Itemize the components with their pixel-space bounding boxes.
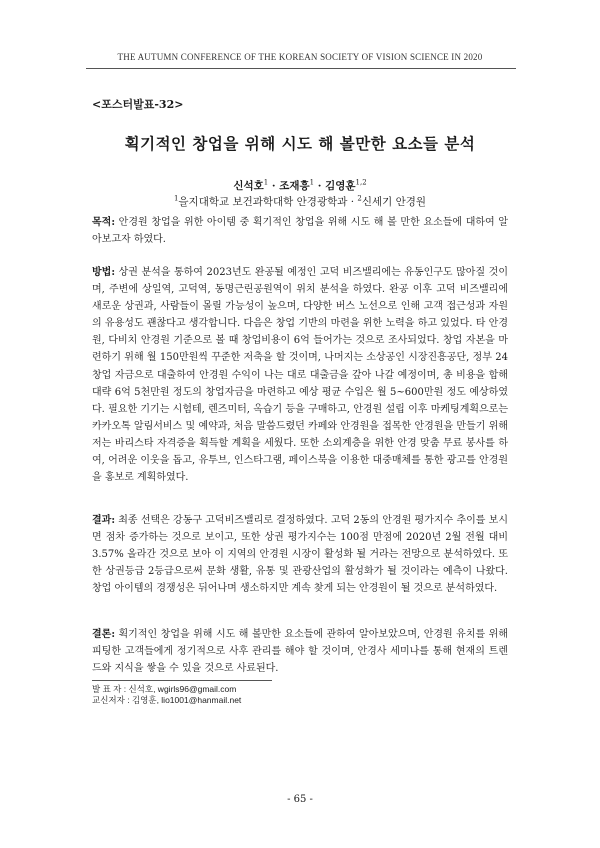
author-list: [0, 178, 600, 193]
footnote-rule: [92, 680, 272, 681]
section-label: 방법:: [92, 267, 116, 278]
footnote-label: 교신저자 :: [92, 695, 130, 705]
running-head: THE AUTUMN CONFERENCE OF THE KOREAN SOCIETY OF VISION SCIENCE IN 2020: [117, 52, 483, 62]
author-name: 조재흥: [279, 180, 310, 192]
author-separator: ·: [268, 180, 280, 192]
author-separator: ·: [314, 180, 326, 192]
section-label: 결과:: [92, 515, 116, 526]
session-label: <포스터발표-32>: [92, 98, 184, 111]
affiliation-mark: 1: [173, 194, 179, 203]
section-text: 안경원 창업을 위한 아이템 중 획기적인 창업을 위해 시도 해 볼 만한 요소들에 대하여 알아보고자 하였다.: [92, 217, 508, 246]
section-text: 획기적인 창업을 위해 시도 해 볼만한 요소들에 관하여 알아보았으며, 안경원 유치를 위해 피팅한 고객들에게 정기적으로 사후 관리를 해야 할 것이며, 안경사 세미나를 통해 현재의 트렌드와 지식을 쌓을 수 있을 것으로 사료된다.: [92, 629, 508, 675]
section-conclusion: [92, 626, 508, 677]
affiliation: 신세기 안경원: [361, 196, 427, 208]
affiliation-mark: 2: [357, 194, 362, 203]
footnote-label: 발 표 자 :: [92, 684, 127, 694]
footnote-text: 신석호, wgirls96@gmail.com: [126, 684, 237, 694]
footnote-text: 김영훈, lio1001@hanmail.net: [129, 695, 242, 705]
paper-title: 획기적인 창업을 위해 시도 해 볼만한 요소들 분석: [124, 134, 476, 153]
author-affiliation-mark: 1,2: [355, 178, 367, 187]
section-label: 결론:: [92, 629, 116, 640]
author-name: 신석호: [233, 180, 264, 192]
footnote-corresponding: [92, 695, 241, 706]
section-label: 목적:: [92, 217, 116, 228]
page-number: - 65 -: [287, 794, 313, 805]
header-rule: [86, 68, 516, 69]
footnote-presenter: [92, 684, 236, 695]
section-purpose: [92, 214, 508, 248]
section-text: 상권 분석을 통하여 2023년도 완공될 예정인 고덕 비즈밸리에는 유동인구도 많아질 것이며, 주변에 상일역, 고덕역, 동명근린공원역이 위치 분석을 하였다. 완공 이후 고덕 비즈밸리에 새로운 상권과, 사람들이 몰릴 가능성이 높으며, 다양한 버스 노선으로 인해 고객 접근성과 자원의 유용성도 괜찮다고 생각합니다. 다음은 창업 기반의 마련을 위한 노력을 하고 있었다. 타 안경원, 다비치 안경원 기준으로 볼 때 창업비용이 6억 들어가는 것으로 조사되었다. 창업 자본을 마련하기 위해 월 150만원씩 꾸준한 저축을 할 것이며, 나머지는 소상공인 시장진흥공단, 정부 24 창업 자금으로 대출하여 안경원 수익이 나는 대로 대출금을 갚아 나갈 예정이며, 총 비용을 합해 대략 6억 5천만원 정도의 창업자금을 마련하고 예상 평균 수입은 월 5~600만원 정도 예상하였다. 필요한 기기는 시험테, 렌즈미터, 옥습기 등을 구매하고, 안경원 설립 이후 마케팅계획으로는 카카오톡 알림서비스 및 예약과, 처음 말씀드렸던 카페와 안경원을 접목한 안경원을 만들기 위해 저는 바리스타 자격증을 획득할 계획을 세웠다. 또한 소외계층을 위한 안경 맞춤 무료 봉사를 하여, 어려운 이웃을 돕고, 유투브, 인스타그램, 페이스북을 이용한 대중매체를 통한 광고를 안경원을 홍보로 계획하였다.: [92, 267, 508, 484]
section-result: [92, 512, 508, 597]
section-method: [92, 264, 508, 486]
section-text: 최종 선택은 강동구 고덕비즈밸리로 결정하였다. 고덕 2동의 안경원 평가지수 추이를 보시면 점차 증가하는 것으로 보이고, 또한 상권 평가지수는 100점 만점에 2020년 2월 전월 대비 3.57% 올라간 것으로 보아 이 지역의 안경원 시장이 활성화 될 거라는 전망으로 분석하였다. 또한 상권등급 2등급으로써 문화 생활, 유통 및 관광산업의 활성화가 될 것이라는 예측이 나왔다. 창업 아이템의 경쟁성은 뒤어나며 생소하지만 계속 찾게 되는 안경원이 될 것으로 분석하였다.: [92, 515, 508, 595]
affiliation-list: [0, 194, 600, 209]
affiliation-separator: ·: [347, 196, 358, 208]
author-name: 김영훈: [325, 180, 356, 192]
author-affiliation-mark: 1: [263, 178, 269, 187]
affiliation: 을지대학교 보건과학대학 안경광학과: [178, 196, 348, 208]
author-affiliation-mark: 1: [309, 178, 315, 187]
